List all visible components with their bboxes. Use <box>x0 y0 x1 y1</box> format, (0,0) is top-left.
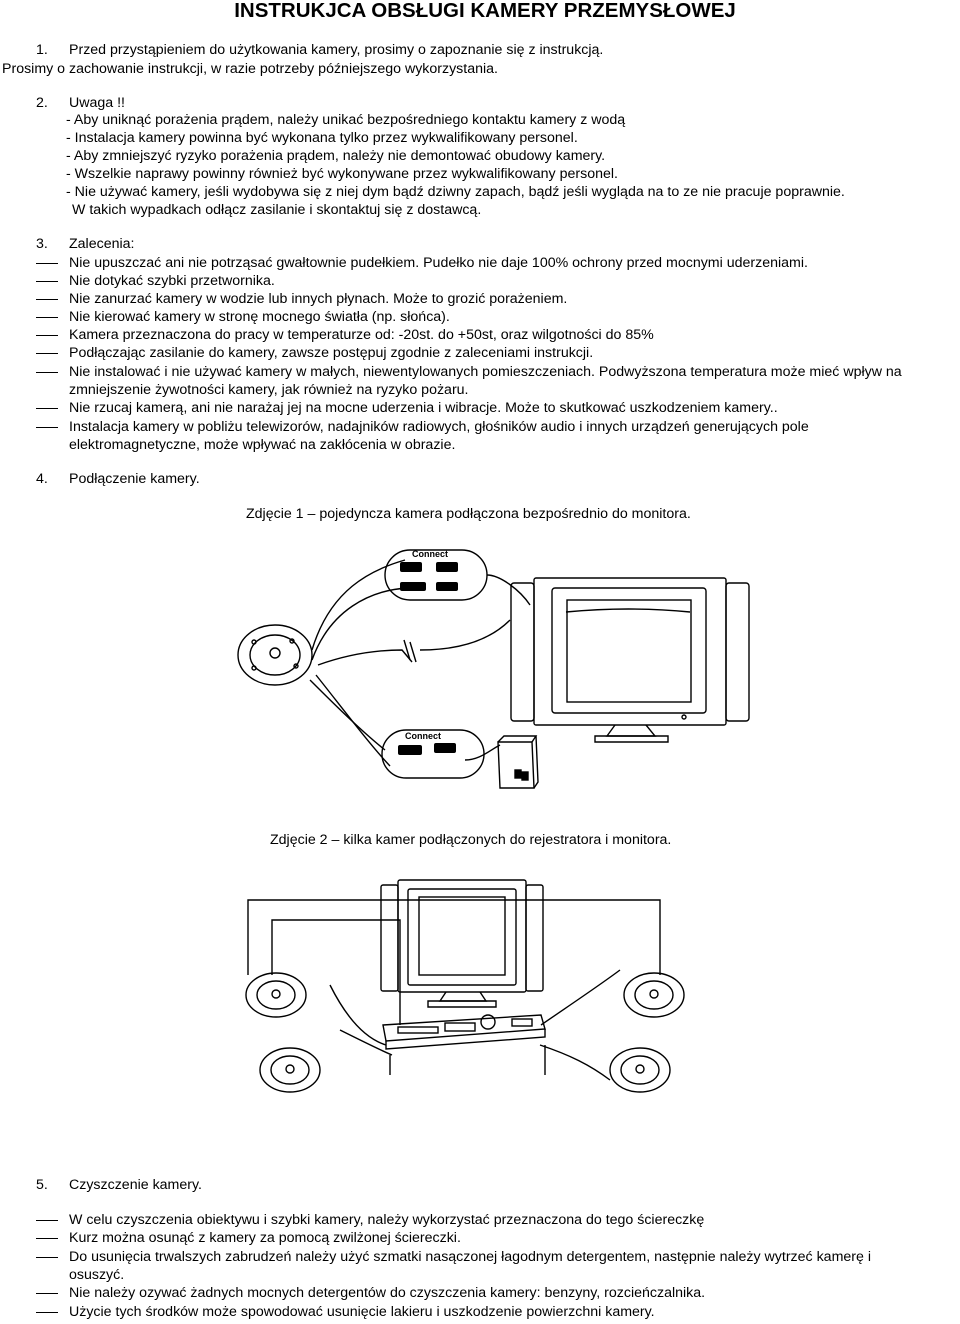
section-5-heading: Czyszczenie kamery. <box>69 1177 202 1193</box>
recommendation-item: Nie rzucaj kamerą, ani nie narażaj jej na mocne uderzenia i wibracje. Może to skutkować uszkodzeniem kamery.. <box>69 400 778 416</box>
cleaning-item: Kurz można osunąć z kamery za pomocą zwilżonej ściereczki. <box>69 1230 461 1246</box>
section-1-line-2: Prosimy o zachowanie instrukcji, w razie potrzeby późniejszego wykorzystania. <box>2 61 498 77</box>
section-2-heading: Uwaga !! <box>69 95 125 111</box>
warning-line: - Instalacja kamery powinna być wykonana tylko przez wykwalifikowany personel. <box>66 130 578 146</box>
section-2-number: 2. <box>36 95 48 111</box>
recommendation-item: Podłączając zasilanie do kamery, zawsze postępuj zgodnie z zaleceniami instrukcji. <box>69 345 594 361</box>
section-4-number: 4. <box>36 471 48 487</box>
cleaning-item-continued: osuszyć. <box>69 1267 125 1283</box>
figure-2-dvr-diagram <box>0 855 960 1155</box>
warning-line: W takich wypadkach odłącz zasilanie i skontaktuj się z dostawcą. <box>72 202 482 218</box>
list-dash <box>36 299 58 300</box>
recommendation-item: Kamera przeznaczona do pracy w temperaturze od: -20st. do +50st, oraz wilgotności do 85% <box>69 327 654 343</box>
cleaning-item: W celu czyszczenia obiektywu i szybki kamery, należy wykorzystać przeznaczona do tego ściereczkę <box>69 1212 705 1228</box>
warning-line: - Wszelkie naprawy powinny również być wykonywane przez wykwalifikowany personel. <box>66 166 618 182</box>
recommendation-item: Nie upuszczać ani nie potrząsać gwałtownie pudełkiem. Pudełko nie daje 100% ochrony przed mocnymi uderzeniami. <box>69 255 808 271</box>
connect-label-bottom: Connect <box>405 731 441 741</box>
list-dash <box>36 353 58 354</box>
recommendation-item-continued: zmniejszenie żywotności kamery, jak również na ryzyko pożaru. <box>69 382 469 398</box>
list-dash <box>36 281 58 282</box>
section-3-heading: Zalecenia: <box>69 236 135 252</box>
list-dash <box>36 372 58 373</box>
figure-1-caption: Zdjęcie 1 – pojedyncza kamera podłączona bezpośrednio do monitora. <box>246 506 691 522</box>
recommendation-item: Nie dotykać szybki przetwornika. <box>69 273 275 289</box>
connect-label-top: Connect <box>412 549 448 559</box>
section-1-line-1: Przed przystąpieniem do użytkowania kamery, prosimy o zapoznanie się z instrukcją. <box>69 42 604 58</box>
cleaning-item: Do usunięcia trwalszych zabrudzeń należy użyć szmatki nasączonej łagodnym detergentem, następnie należy wytrzeć kamerę i <box>69 1249 871 1265</box>
list-dash <box>36 1257 58 1258</box>
document-title: INSTRUKJCA OBSŁUGI KAMERY PRZEMYSŁOWEJ <box>234 0 736 22</box>
list-dash <box>36 1220 58 1221</box>
section-4-heading: Podłączenie kamery. <box>69 471 200 487</box>
list-dash <box>36 427 58 428</box>
section-5-number: 5. <box>36 1177 48 1193</box>
list-dash <box>36 263 58 264</box>
recommendation-item-continued: elektromagnetyczne, może wpływać na zakłócenia w obrazie. <box>69 437 456 453</box>
list-dash <box>36 335 58 336</box>
recommendation-item: Nie kierować kamery w stronę mocnego światła (np. słońca). <box>69 309 450 325</box>
section-1-number: 1. <box>36 42 48 58</box>
recommendation-item: Instalacja kamery w pobliżu telewizorów, nadajników radiowych, głośników audio i innych urządzeń generujących pole <box>69 419 809 435</box>
section-3-number: 3. <box>36 236 48 252</box>
list-dash <box>36 1238 58 1239</box>
list-dash <box>36 408 58 409</box>
cleaning-item: Użycie tych środków może spowodować usunięcie lakieru i uszkodzenie powierzchni kamery. <box>69 1304 655 1320</box>
warning-line: - Aby uniknąć porażenia prądem, należy unikać bezpośredniego kontaktu kamery z wodą <box>66 112 626 128</box>
list-dash <box>36 317 58 318</box>
cleaning-item: Nie należy ozywać żadnych mocnych detergentów do czyszczenia kamery: benzyny, rozcieńczalnika. <box>69 1285 706 1301</box>
recommendation-item: Nie zanurzać kamery w wodzie lub innych płynach. Może to grozić porażeniem. <box>69 291 568 307</box>
list-dash <box>36 1312 58 1313</box>
recommendation-item: Nie instalować i nie używać kamery w małych, niewentylowanych pomieszczeniach. Podwyższona temperatura może mieć wpływ na <box>69 364 902 380</box>
warning-line: - Nie używać kamery, jeśli wydobywa się z niej dym bądź dziwny zapach, bądź jeśli wygląda na to ze nie pracuje poprawnie. <box>66 184 845 200</box>
list-dash <box>36 1293 58 1294</box>
figure-2-caption: Zdjęcie 2 – kilka kamer podłączonych do rejestratora i monitora. <box>270 832 672 848</box>
figure-1-single-camera-diagram <box>0 530 960 830</box>
warning-line: - Aby zmniejszyć ryzyko porażenia prądem, należy nie demontować obudowy kamery. <box>66 148 606 164</box>
